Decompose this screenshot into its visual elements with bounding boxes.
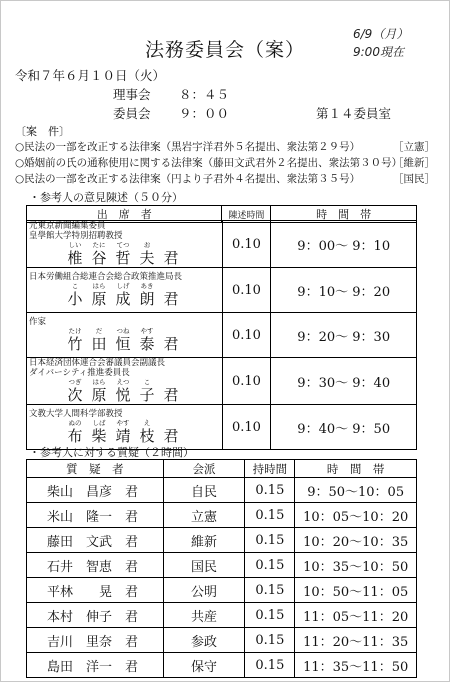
schedule-time-board: ８：４５ (179, 87, 230, 102)
name-char: 成 (115, 290, 131, 308)
schedule-label-committee: 委員会 (113, 106, 151, 121)
col-header-party: 会派 (163, 460, 245, 478)
name-ruby: こ (71, 282, 79, 290)
witness-cell (27, 358, 223, 405)
name-ruby: あき (140, 282, 154, 290)
honorific: 君 (163, 386, 179, 404)
name-char: 田 (91, 335, 107, 353)
bill-3: ○民法の一部を改正する法律案（円より子君外４名提出、衆法第３５号） (15, 173, 361, 185)
witness-affiliation: 日本労働組合総連合会総合政策推進局長 (29, 272, 183, 282)
witness-affiliation: ダイバーシティ推進委員長 (29, 368, 130, 378)
witness-row (27, 313, 417, 358)
name-ruby: やす (116, 419, 130, 427)
honorific: 君 (163, 290, 179, 308)
name-char: 朗 (139, 290, 155, 308)
agenda-heading: 〔案 件〕 (15, 125, 70, 138)
name-char: 竹 (67, 335, 83, 353)
witness-slot: 9：30～ 9：40 (271, 358, 417, 405)
witness-duration: 0.10 (222, 313, 271, 358)
name-char: 子 (139, 386, 155, 404)
witness-duration: 0.10 (222, 221, 271, 268)
questioner-duration: 0.15 (245, 553, 295, 578)
bill-1-party: ［立憲］ (393, 141, 435, 153)
name-char: 悦 (115, 386, 131, 404)
questioner-name: 藤田 文武 君 (27, 528, 164, 553)
col-header-time: 持時間 (245, 460, 295, 478)
name-char: 枝 (139, 427, 155, 445)
questioner-duration: 0.15 (245, 653, 295, 678)
name-char: 小 (67, 290, 83, 308)
witness-affiliation: 作家 (29, 317, 47, 327)
slot-start: 9：10 (297, 284, 336, 300)
name-char: 椎 (67, 249, 83, 267)
name-ruby: たに (92, 241, 106, 249)
name-char: 夫 (139, 249, 155, 267)
col-header-duration: 陳述時間 (222, 206, 271, 223)
col-header-slot: 時 間 帯 (271, 206, 417, 223)
committee-room: 第１４委員室 (316, 106, 392, 121)
name-char: 哲 (115, 249, 131, 267)
witness-affiliation: 皇學館大学特別招聘教授 (29, 231, 123, 241)
witness-slot: 9：20～ 9：30 (271, 313, 417, 358)
questioner-party: 共産 (163, 603, 245, 628)
name-char: 原 (91, 386, 107, 404)
name-char: 谷 (91, 249, 107, 267)
witness-cell (27, 268, 223, 313)
name-char: 次 (67, 386, 83, 404)
questioner-party: 自民 (163, 478, 245, 503)
questioner-name: 本村 伸子 君 (27, 603, 164, 628)
col-header-attendee: 出 席 者 (27, 206, 222, 223)
bill-1: ○民法の一部を改正する法律案（黒岩宇洋君外５名提出、衆法第２９号） (15, 141, 361, 153)
name-ruby: ぬの (68, 419, 82, 427)
questioner-name: 島田 洋一 君 (27, 653, 164, 678)
question-row (27, 528, 417, 553)
questioner-duration: 0.15 (245, 478, 295, 503)
slot-end: 9：40 (352, 375, 391, 391)
questioner-slot: 10：05～10：20 (295, 503, 417, 528)
question-row (27, 603, 417, 628)
name-ruby: やす (140, 327, 154, 335)
bill-2-party: ［維新］ (393, 157, 435, 169)
witness-duration: 0.10 (222, 405, 271, 450)
witness-affiliation: 日本経済団体連合会審議員会副議長 (29, 358, 166, 368)
questioner-party: 立憲 (163, 503, 245, 528)
questioner-party: 維新 (163, 528, 245, 553)
bill-3-party: ［国民］ (393, 173, 435, 185)
questioner-name: 平林 晃 君 (27, 578, 164, 603)
slot-end: 9：20 (352, 284, 391, 300)
questioner-name: 米山 隆一 君 (27, 503, 164, 528)
name-char: 原 (91, 290, 107, 308)
slot-end: 9：10 (352, 238, 391, 254)
questioner-name: 吉川 里奈 君 (27, 628, 164, 653)
questioner-duration: 0.15 (245, 528, 295, 553)
name-ruby: お (143, 241, 151, 249)
questioner-slot: 9：50～10：05 (295, 478, 417, 503)
witness-duration: 0.10 (222, 268, 271, 313)
questioner-slot: 10：35～10：50 (295, 553, 417, 578)
question-section-heading: ・参考人に対する質疑（２時間） (29, 446, 194, 459)
question-table (26, 459, 417, 678)
question-row (27, 653, 417, 678)
slot-start: 9：40 (297, 421, 336, 437)
page-title: 法務委員会（案） (144, 39, 305, 61)
witness-affiliation: 元東京新聞編集委員 (29, 221, 106, 231)
witness-row (27, 405, 417, 450)
name-char: 恒 (115, 335, 131, 353)
slot-start: 9：30 (297, 375, 336, 391)
name-char: 泰 (139, 335, 155, 353)
name-ruby: だ (95, 327, 103, 335)
witness-affiliation: 文教大学人間科学部教授 (29, 409, 123, 419)
name-ruby: えつ (116, 378, 130, 386)
name-ruby: こ (143, 378, 151, 386)
col-header-slot2: 時 間 帯 (295, 460, 417, 478)
witness-slot: 9：40～ 9：50 (271, 405, 417, 450)
col-header-questioner: 質 疑 者 (27, 460, 164, 478)
slot-start: 9：20 (297, 329, 336, 345)
questioner-name: 石井 智恵 君 (27, 553, 164, 578)
witness-row (27, 358, 417, 405)
questioner-party: 国民 (163, 553, 245, 578)
name-ruby: はら (92, 378, 106, 386)
handwritten-date: 6/9（月） (353, 27, 409, 41)
questioner-duration: 0.15 (245, 603, 295, 628)
name-ruby: つぎ (68, 378, 82, 386)
schedule-label-board: 理事会 (113, 87, 151, 102)
honorific: 君 (163, 335, 179, 353)
questioner-duration: 0.15 (245, 628, 295, 653)
questioner-duration: 0.15 (245, 578, 295, 603)
witness-cell (27, 313, 223, 358)
question-row (27, 628, 417, 653)
questioner-party: 保守 (163, 653, 245, 678)
name-ruby: え (143, 419, 151, 427)
question-row (27, 578, 417, 603)
questioner-slot: 10：20～10：35 (295, 528, 417, 553)
bill-2: ○婚姻前の氏の通称使用に関する法律案（藤田文武君外２名提出、衆法第３０号） (15, 157, 403, 169)
questioner-slot: 11：05～11：20 (295, 603, 417, 628)
honorific: 君 (163, 249, 179, 267)
witness-section-heading: ・参考人の意見陳述（５０分） (29, 191, 183, 204)
witness-slot: 9：10～ 9：20 (271, 268, 417, 313)
name-ruby: しげ (116, 282, 130, 290)
questioner-party: 参政 (163, 628, 245, 653)
witness-slot: 9：00～ 9：10 (271, 221, 417, 268)
witness-cell (27, 221, 223, 268)
questioner-slot: 11：20～11：35 (295, 628, 417, 653)
name-char: 靖 (115, 427, 131, 445)
witness-rows (26, 220, 417, 450)
schedule-time-committee: ９：００ (179, 106, 230, 121)
slot-end: 9：50 (352, 421, 391, 437)
question-row (27, 503, 417, 528)
questioner-name: 柴山 昌彦 君 (27, 478, 164, 503)
handwritten-note: 9:00現在 (353, 45, 404, 59)
name-ruby: たけ (68, 327, 82, 335)
witness-row (27, 221, 417, 268)
witness-duration: 0.10 (222, 358, 271, 405)
name-char: 柴 (91, 427, 107, 445)
name-ruby: つね (116, 327, 130, 335)
honorific: 君 (163, 427, 179, 445)
name-ruby: しば (92, 419, 106, 427)
questioner-duration: 0.15 (245, 503, 295, 528)
meeting-date: 令和７年６月１０日（火） (15, 68, 166, 83)
questioner-slot: 11：35～11：50 (295, 653, 417, 678)
name-char: 布 (67, 427, 83, 445)
slot-start: 9：00 (297, 238, 336, 254)
slot-end: 9：30 (352, 329, 391, 345)
question-row (27, 478, 417, 503)
question-row (27, 553, 417, 578)
witness-row (27, 268, 417, 313)
name-ruby: てつ (116, 241, 130, 249)
questioner-party: 公明 (163, 578, 245, 603)
witness-cell (27, 405, 223, 450)
questioner-slot: 10：50～11：05 (295, 578, 417, 603)
name-ruby: はら (92, 282, 106, 290)
name-ruby: しい (68, 241, 82, 249)
